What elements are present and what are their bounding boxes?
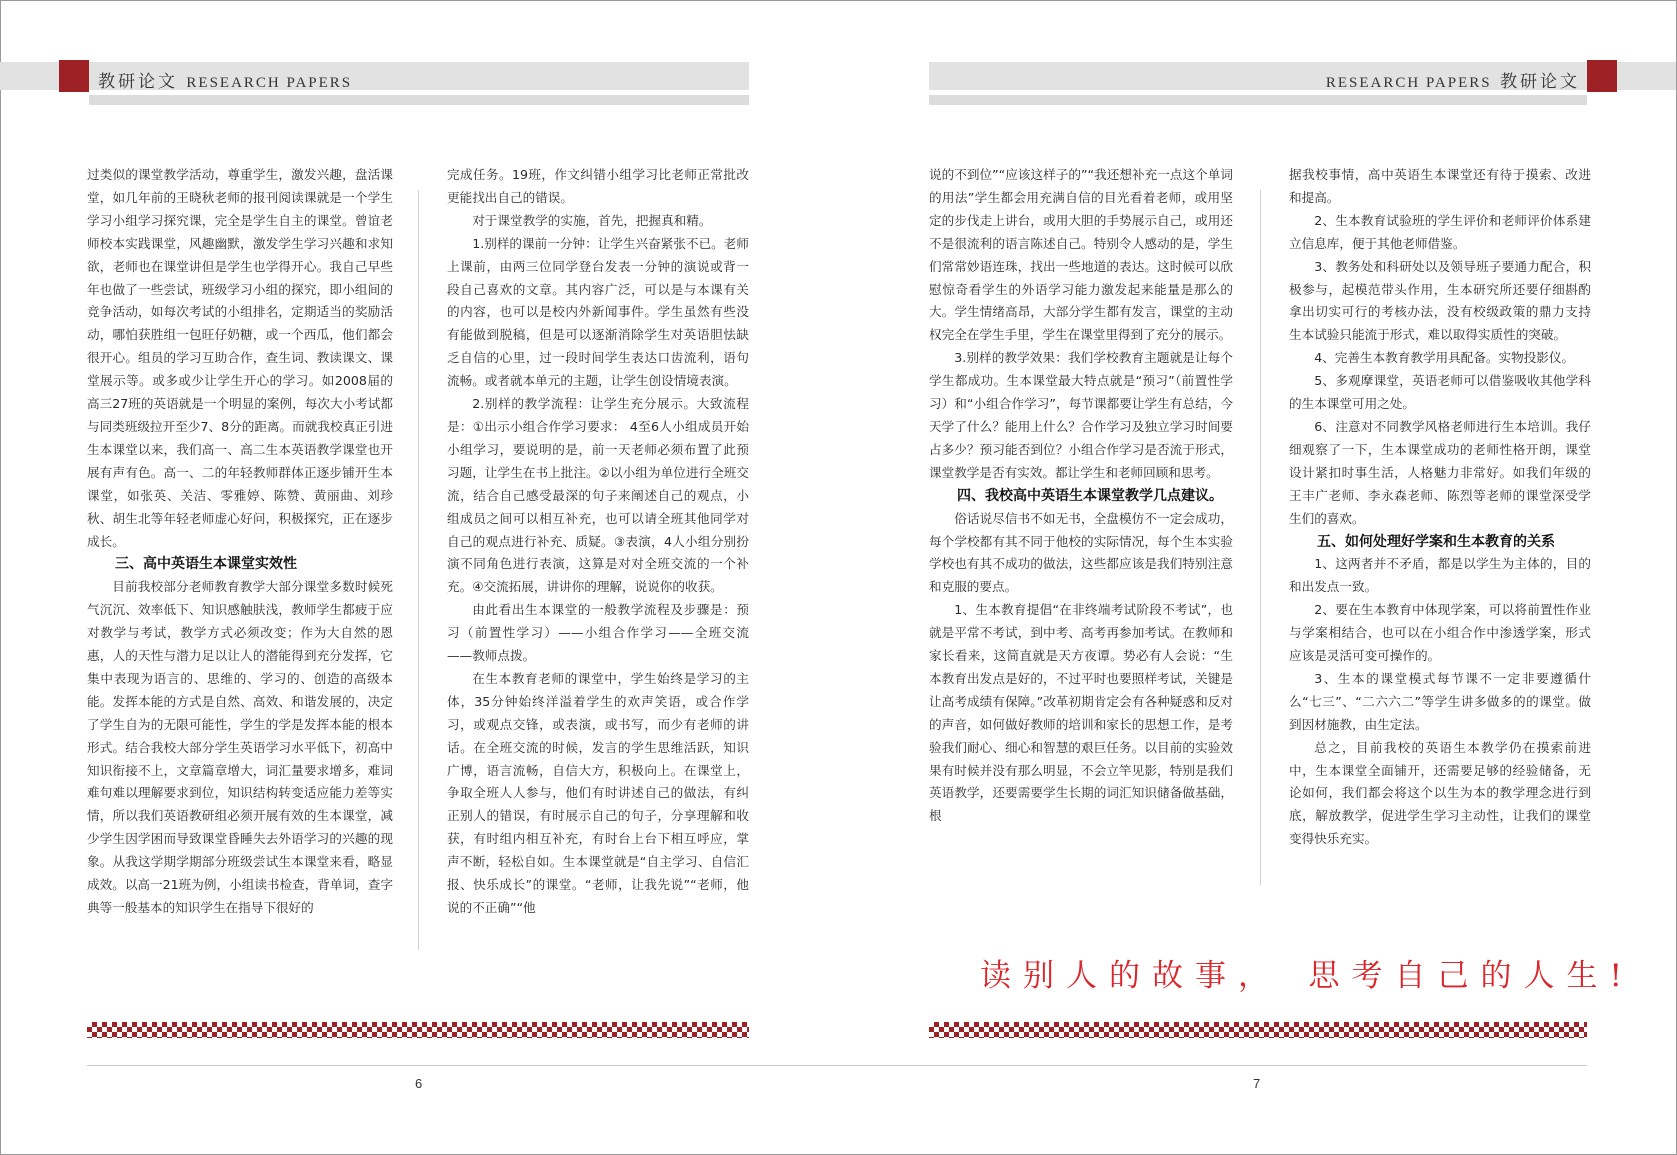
paragraph: 说的不到位”“应该这样子的”“我还想补充一点这个单词的用法”学生都会用充满自信的目光看着老师，或用坚定的步伐走上讲台，或用大胆的手势展示自己，或用还不是很流利的语言陈述自己。特别令人感动的是，学生们常常妙语连珠，找出一些地道的表达。这时候可以欣慰惊奇看学生的外语学习能力激发起来能量是那么的大。学生情绪高昂，大部分学生都有发言，课堂的主动权完全在学生手里，学生在课堂里得到了充分的展示。 xyxy=(929,167,1233,343)
header-en-left: RESEARCH PAPERS xyxy=(186,75,353,91)
page7-column-2 xyxy=(1289,164,1591,851)
footer-checker-left xyxy=(87,1022,749,1038)
section-heading: 三、高中英语生本课堂实效性 xyxy=(115,556,297,573)
section-heading: 五、如何处理好学案和生本教育的关系 xyxy=(1317,533,1555,550)
column-divider-left xyxy=(418,190,419,950)
header-band-left-edge xyxy=(0,62,62,90)
paragraph: 2.别样的教学流程：让学生充分展示。大致流程是：①出示小组合作学习要求： 4至6人小组成员开始小组学习，要说明的是，前一天老师必须布置了此预习题，让学生在书上批注。②以小组为单位进行全班交流，结合自己感受最深的句子来阐述自己的观点，小组成员之间可以相互补充，也可以请全班其他同学对自己的观点进行补充、质疑。③表演，4人小组分别扮演不同角色进行表演，这算是对对全班交流的一个补充。④交流拓展，讲讲你的理解，说说你的收获。 xyxy=(447,396,749,595)
footer-checker-right xyxy=(929,1022,1587,1038)
footer-rule xyxy=(87,1065,1587,1066)
column-divider-right xyxy=(1260,190,1261,885)
header-en-right: RESEARCH PAPERS xyxy=(1325,75,1492,91)
page6-column-1 xyxy=(87,164,393,920)
page-number-right: 7 xyxy=(1253,1076,1261,1091)
paragraph: 1.别样的课前一分钟：让学生兴奋紧张不已。老师上课前，由两三位同学登台发表一分钟的演说或背一段自己喜欢的文章。其内容广泛，可以是与本课有关的内容，也可以是校内外新闻事件。学生虽然有些没有能做到脱稿，但是可以逐渐消除学生对英语胆怯缺乏自信的心里，过一段时间学生表达口齿流利，语句流畅。或者就本单元的主题，让学生创设情境表演。 xyxy=(447,235,749,389)
paragraph: 过类似的课堂教学活动，尊重学生，激发兴趣，盘活课堂，如几年前的王晓秋老师的报刊阅读课就是一个学生学习小组学习探究课，完全是学生自主的课堂。曾谊老师校本实践课堂，风趣幽默，激发学生学习兴趣和求知欲，老师也在课堂讲但是学生也学得开心。我自己早些年也做了一些尝试，班级学习小组的探究，即小组间的竞争活动，如每次考试的小组排名，定期适当的奖励活动，哪怕获胜组一包旺仔奶糖，或一个西瓜，他们都会很开心。组员的学习互助合作，查生词、教读课文、课堂展示等。或多或少让学生开心的学习。如2008届的高三27班的英语就是一个明显的案例，每次大小考试都与同类班级拉开至少7、8分的距离。而就我校真正引进生本课堂以来，我们高一、高二生本英语教学课堂也开展有声有色。高一、二的年轻教师群体正逐步铺开生本课堂，如张英、关洁、零雅婷、陈赞、黄丽曲、刘珍秋、胡生北等年轻老师虚心好问，积极探究，正在逐步成长。 xyxy=(87,167,393,549)
section-heading: 四、我校高中英语生本课堂教学几点建议。 xyxy=(957,487,1223,504)
paragraph: 4、完善生本教育教学用具配备。实物投影仪。 xyxy=(1314,350,1575,366)
header-title-left xyxy=(98,67,352,92)
header-cn-right: 教研论文 xyxy=(1500,72,1580,92)
paragraph: 3.别样的教学效果：我们学校教育主题就是让每个学生都成功。生本课堂最大特点就是“预习”（前置性学习）和“小组合作学习”，每节课都要让学生有总结，今天学了什么？能用上什么？合作学习及独立学习时间要占多少？预习能否到位？小组合作学习是否流于形式，课堂教学是否有实效。都让学生和老师回顾和思考。 xyxy=(929,350,1233,480)
paragraph: 2、生本教育试验班的学生评价和老师评价体系建立信息库，便于其他老师借鉴。 xyxy=(1289,212,1591,251)
paragraph: 对于课堂教学的实施，首先，把握真和精。 xyxy=(472,212,712,228)
paragraph: 由此看出生本课堂的一般教学流程及步骤是：预习（前置性学习）——小组合作学习——全班交流——教师点拨。 xyxy=(447,602,749,664)
header-red-marker-left xyxy=(59,60,89,92)
header-red-marker-right xyxy=(1587,60,1617,92)
header-band-right-edge xyxy=(1617,62,1676,90)
page7-column-1 xyxy=(929,164,1233,828)
paragraph: 3、教务处和科研处以及领导班子要通力配合，积极参与，起模范带头作用，生本研究所还要仔细斟酌拿出切实可行的考核办法，没有校级政策的鼎力支持生本试验只能流于形式，难以取得实质性的突破。 xyxy=(1289,258,1591,343)
paragraph: 2、要在生本教育中体现学案，可以将前置性作业与学案相结合，也可以在小组合作中渗透学案，形式应该是灵活可变可操作的。 xyxy=(1289,602,1591,664)
paragraph: 3、生本的课堂模式每节课不一定非要遵循什么“七三”、“二六六二”等学生讲多做多的的课堂。做到因材施教，由生定法。 xyxy=(1289,670,1591,732)
paragraph: 6、注意对不同教学风格老师进行生本培训。我仔细观察了一下，生本课堂成功的老师性格开朗，课堂设计紧扣时事生活，人格魅力非常好。如我们年级的王丰广老师、李永森老师、陈烈等老师的课堂深受学生们的喜欢。 xyxy=(1289,418,1591,526)
header-rule-right xyxy=(929,95,1587,105)
header-rule-left xyxy=(89,95,749,105)
paragraph: 目前我校部分老师教育教学大部分课堂多数时候死气沉沉、效率低下、知识感触肤浅，教师学生都疲于应对教学与考试，教学方式必须改变；作为大自然的恩惠，人的天性与潜力足以让人的潜能得到充分发挥，它集中表现为语言的、思维的、学习的、创造的高级本能。发挥本能的方式是自然、高效、和谐发展的，决定了学生自为的无限可能性，学生的学是发挥本能的根本形式。结合我校大部分学生英语学习水平低下，初高中知识衔接不上，文章篇章增大，词汇量要求增多，难词难句难以理解要求到位，知识结构转变适应能力差等实情，所以我们英语教研组必须开展有效的生本课堂，减少学生因学困而导致课堂昏睡失去外语学习的兴趣的现象。从我这学期学期部分班级尝试生本课堂来看，略显成效。以高一21班为例，小组读书检查，背单词，查字典等一般基本的知识学生在指导下很好的 xyxy=(87,579,393,915)
paragraph: 在生本教育老师的课堂中，学生始终是学习的主体，35分钟始终洋溢着学生的欢声笑语，或合作学习，或观点交锋，或表演，或书写，而少有老师的讲话。在全班交流的时候，发言的学生思维活跃，知识广博，语言流畅，自信大方，积极向上。在课堂上，争取全班人人参与，他们有时讲述自己的做法，有纠正别人的错误，有时展示自己的句子，分享理解和收获，有时组内相互补充，有时台上台下相互呼应，掌声不断，轻松自如。生本课堂就是“自主学习、自信汇报、快乐成长”的课堂。“老师，让我先说”“老师，他说的不正确”“他 xyxy=(447,670,749,915)
paragraph: 1、生本教育提倡“在非终端考试阶段不考试”，也就是平常不考试，到中考、高考再参加考试。在教师和家长看来，这简直就是天方夜谭。势必有人会说：“生本教育出发点是好的，不过平时也要照样考试，关键是让高考成绩有保障。”改革初期肯定会有各种疑惑和反对的声音，如何做好教师的培训和家长的思想工作，是考验我们耐心、细心和智慧的艰巨任务。以目前的实验效果有时候并没有那么明显，不会立竿见影，特别是我们英语教学，还要需要学生长期的词汇知识储备做基础，根 xyxy=(929,602,1233,824)
paragraph: 1、这两者并不矛盾，都是以学生为主体的，目的和出发点一致。 xyxy=(1289,556,1591,595)
header-cn-left: 教研论文 xyxy=(98,72,178,92)
page-number-left: 6 xyxy=(415,1076,423,1091)
slogan: 读别人的故事， 思考自己的人生! xyxy=(980,958,1634,994)
paragraph: 总之，目前我校的英语生本教学仍在摸索前进中，生本课堂全面铺开，还需要足够的经验储备，无论如何，我们都会将这个以生为本的教学理念进行到底，解放教学，促进学生学习主动性，让我们的课堂变得快乐充实。 xyxy=(1289,739,1591,847)
paragraph: 据我校事情，高中英语生本课堂还有待于摸索、改进和提高。 xyxy=(1289,167,1591,205)
page6-column-2 xyxy=(447,164,749,920)
header-title-right xyxy=(1300,67,1580,92)
paragraph: 5、多观摩课堂，英语老师可以借鉴吸收其他学科的生本课堂可用之处。 xyxy=(1289,373,1591,412)
paragraph: 俗话说尽信书不如无书，全盘模仿不一定会成功，每个学校都有其不同于他校的实际情况，每个生本实验学校也有其不成功的做法，这些都应该是我们特别注意和克服的要点。 xyxy=(929,510,1233,595)
paragraph: 完成任务。19班，作文纠错小组学习比老师正常批改更能找出自己的错误。 xyxy=(447,167,749,205)
